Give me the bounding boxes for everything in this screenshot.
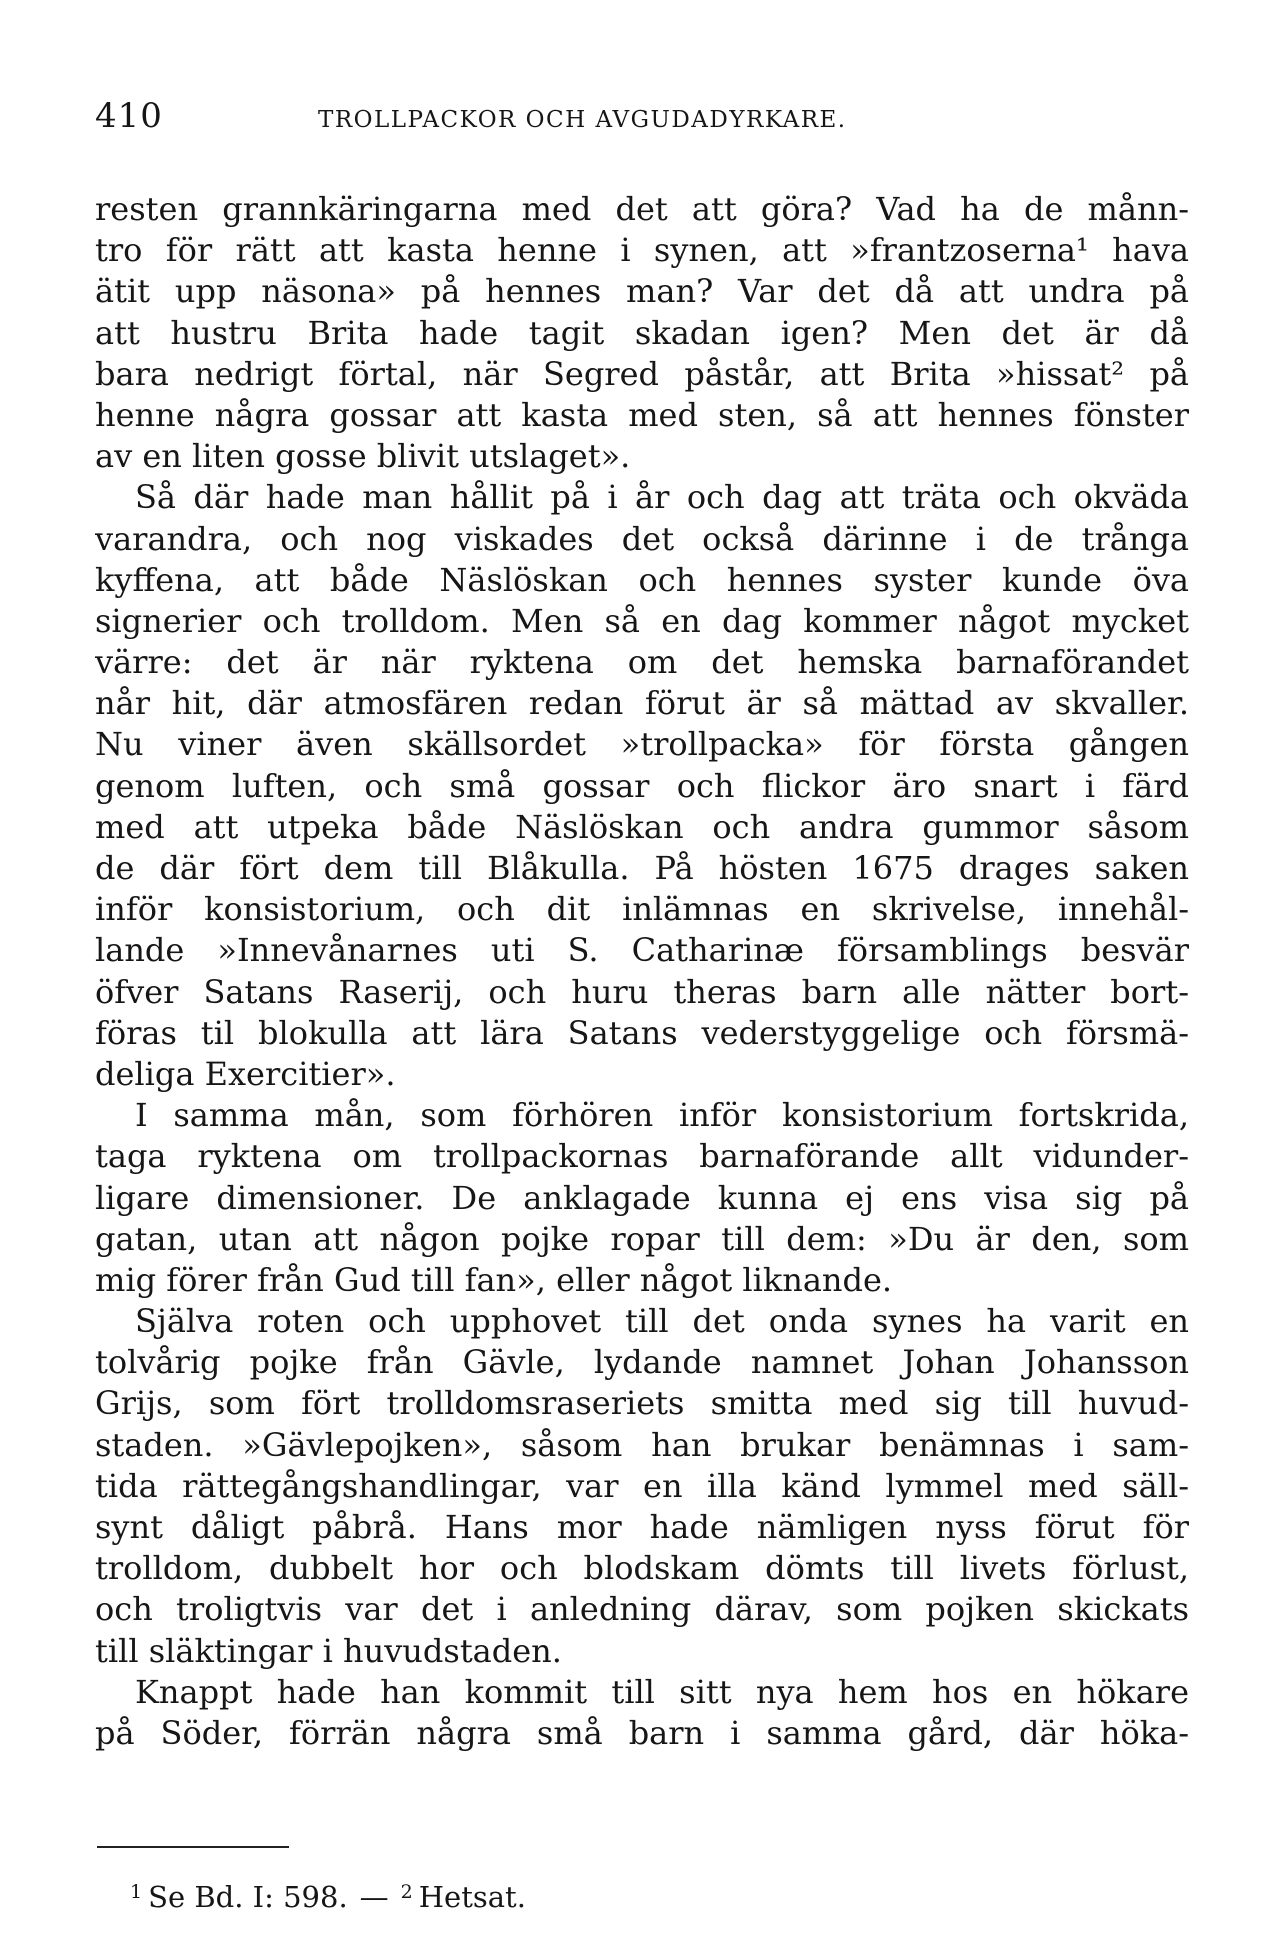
text-line: att hustru Brita hade tagit skadan igen? Men det är då [95, 313, 1189, 352]
paragraph-start-line: Knappt hade han kommit till sitt nya hem hos en hökare [135, 1672, 1189, 1711]
paragraph-start-line: I samma mån, som förhören inför konsistorium fortskrida, [135, 1096, 1189, 1135]
text-line: öfver Satans Raserij, och huru theras barn alle nätter bort- [95, 972, 1189, 1011]
text-line: tolvårig pojke från Gävle, lydande namnet Johan Johansson [95, 1343, 1189, 1382]
paragraph-start-line: Själva roten och upphovet till det onda synes ha varit en [135, 1302, 1189, 1341]
text-line: kyffena, att både Näslöskan och hennes syster kunde öva [95, 560, 1189, 599]
page-header [95, 96, 1185, 144]
footnote-marker: 1 [130, 1881, 143, 1903]
text-line: ligare dimensioner. De anklagade kunna ej ens visa sig på [95, 1178, 1189, 1217]
text-line: bara nedrigt förtal, när Segred påstår, att Brita »hissat² på [95, 354, 1189, 393]
footnote-text: Se Bd. I: 598. [148, 1880, 348, 1914]
body-text [95, 189, 1189, 1754]
text-line: de där fört dem till Blåkulla. På hösten 1675 drages saken [95, 849, 1189, 887]
text-line: till släktingar i huvudstaden. [95, 1631, 562, 1670]
text-line: Grijs, som fört trolldomsraseriets smitta med sig till huvud- [95, 1384, 1189, 1423]
text-line: inför konsistorium, och dit inlämnas en skrivelse, innehål- [95, 890, 1189, 929]
running-title: TROLLPACKOR OCH AVGUDADYRKARE. [318, 107, 847, 133]
text-line: varandra, och nog viskades det också därinne i de trånga [95, 519, 1189, 558]
paragraph-start-line: Så där hade man hållit på i år och dag att träta och okväda [135, 478, 1189, 517]
text-line: och troligtvis var det i anledning därav, som pojken skickats [95, 1590, 1189, 1629]
text-line: staden. »Gävlepojken», såsom han brukar benämnas i sam- [95, 1425, 1189, 1464]
text-line: signerier och trolldom. Men så en dag kommer något mycket [95, 601, 1189, 640]
text-line: Nu viner även skällsordet »trollpacka» för första gången [95, 725, 1189, 764]
text-line: av en liten gosse blivit utslaget». [95, 437, 631, 476]
text-line: trolldom, dubbelt hor och blodskam dömts till livets förlust, [95, 1549, 1189, 1588]
footnote-marker: 2 [400, 1881, 413, 1903]
text-line: synt dåligt påbrå. Hans mor hade nämligen nyss förut för [95, 1508, 1189, 1546]
text-line: värre: det är när ryktena om det hemska barnaförandet [95, 643, 1189, 682]
page-number: 410 [95, 96, 163, 136]
footnote-separator: — [359, 1880, 389, 1914]
text-line: föras til blokulla att lära Satans vederstyggelige och försmä- [95, 1013, 1189, 1052]
text-line: tro för rätt att kasta henne i synen, att »frantzoserna¹ hava [95, 231, 1189, 270]
text-line: genom luften, och små gossar och flickor äro snart i färd [95, 766, 1189, 805]
footnotes [130, 1874, 526, 1915]
text-line: taga ryktena om trollpackornas barnaförande allt vidunder- [95, 1137, 1189, 1176]
footnote-divider [97, 1846, 289, 1848]
text-line: gatan, utan att någon pojke ropar till dem: »Du är den, som [95, 1219, 1189, 1258]
footnote-text: Hetsat. [418, 1880, 526, 1914]
text-line: tida rättegångshandlingar, var en illa känd lymmel med säll- [95, 1466, 1189, 1505]
text-line: lande »Innevånarnes uti S. Catharinæ församblings besvär [95, 931, 1189, 970]
text-line: resten grannkäringarna med det att göra? Vad ha de månn- [95, 190, 1189, 228]
text-line: henne några gossar att kasta med sten, så att hennes fönster [95, 395, 1189, 434]
text-line: deliga Exercitier». [95, 1054, 396, 1093]
text-line: når hit, där atmosfären redan förut är så mättad av skvaller. [95, 684, 1189, 723]
text-line: på Söder, förrän några små barn i samma gård, där höka- [95, 1713, 1189, 1752]
text-line: med att utpeka både Näslöskan och andra gummor såsom [95, 807, 1189, 846]
text-line: mig förer från Gud till fan», eller något liknande. [95, 1260, 893, 1299]
text-line: ätit upp näsona» på hennes man? Var det då att undra på [95, 272, 1189, 311]
